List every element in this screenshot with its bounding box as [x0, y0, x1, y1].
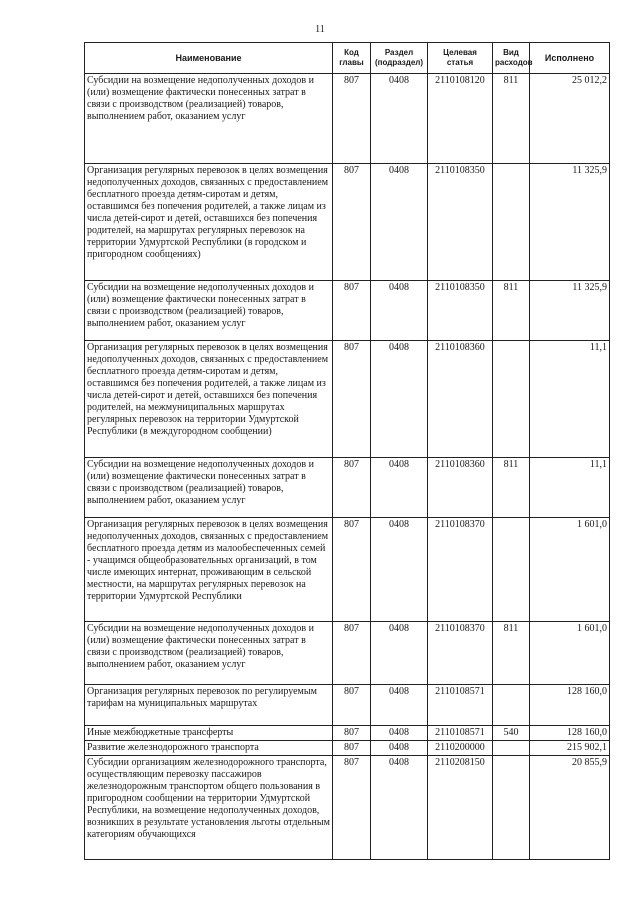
- cell-name: Субсидии на возмещение недополученных доходов и (или) возмещение фактически понесенных затрат в связи с производством (реализацией) товаров, выполнением работ, оказанием услуг: [85, 281, 333, 341]
- header-amount: Исполнено: [530, 43, 610, 74]
- cell-expense-type: [493, 741, 530, 756]
- cell-name: Организация регулярных перевозок в целях возмещения недополученных доходов, связанных с предоставлением бесплатного проезда детям из малообеспеченных семей - учащимся общеобразовательных организаций, в том числе имеющих интернат, проживающим в сельской местности, на маршрутах регулярных перевозок на территории Удмуртской Республики: [85, 518, 333, 622]
- cell-section: 0408: [371, 756, 428, 860]
- cell-ministry-code: 807: [333, 458, 371, 518]
- cell-name: Организация регулярных перевозок в целях возмещения недополученных доходов, связанных с предоставлением бесплатного проезда детям-сиротам и детям, оставшимся без попечения родителей, а также лицам из числа детей-сирот и детей, оставшихся без попечения родителей, на межмуниципальных маршрутах регулярных перевозок на территории Удмуртской Республики (в междугородном сообщении): [85, 341, 333, 458]
- header-section-line2: (подраздел): [374, 58, 424, 67]
- header-expense-line1: Вид: [503, 48, 519, 57]
- cell-name: Субсидии на возмещение недополученных доходов и (или) возмещение фактически понесенных затрат в связи с производством (реализацией) товаров, выполнением работ, оказанием услуг: [85, 622, 333, 685]
- cell-section: 0408: [371, 164, 428, 281]
- cell-amount: 11 325,9: [530, 164, 610, 281]
- table-header-row: [85, 43, 610, 74]
- cell-expense-type: [493, 164, 530, 281]
- cell-ministry-code: 807: [333, 518, 371, 622]
- table-row: [85, 622, 610, 685]
- cell-ministry-code: 807: [333, 685, 371, 726]
- page-number: 11: [315, 24, 325, 35]
- cell-section: 0408: [371, 518, 428, 622]
- header-name: Наименование: [85, 43, 333, 74]
- cell-expense-type: [493, 685, 530, 726]
- table-row: [85, 74, 610, 164]
- table-row: [85, 756, 610, 860]
- cell-target-article: 2110108120: [428, 74, 493, 164]
- cell-amount: 128 160,0: [530, 726, 610, 741]
- cell-amount: 1 601,0: [530, 622, 610, 685]
- cell-expense-type: [493, 518, 530, 622]
- cell-target-article: 2110108350: [428, 281, 493, 341]
- cell-section: 0408: [371, 281, 428, 341]
- cell-ministry-code: 807: [333, 74, 371, 164]
- cell-target-article: 2110108370: [428, 518, 493, 622]
- cell-section: 0408: [371, 726, 428, 741]
- cell-ministry-code: 807: [333, 341, 371, 458]
- cell-name: Субсидии организациям железнодорожного транспорта, осуществляющим перевозку пассажиров железнодорожным транспортом общего пользования в пригородном сообщении на территории Удмуртской Республики, на возмещение недополученных доходов, возникших в результате установления льготы отдельным категориям обучающихся: [85, 756, 333, 860]
- cell-ministry-code: 807: [333, 281, 371, 341]
- cell-target-article: 2110108370: [428, 622, 493, 685]
- table-row: [85, 685, 610, 726]
- cell-expense-type: 811: [493, 458, 530, 518]
- header-target-article: [428, 43, 493, 74]
- cell-section: 0408: [371, 622, 428, 685]
- cell-amount: 11 325,9: [530, 281, 610, 341]
- cell-ministry-code: 807: [333, 164, 371, 281]
- cell-ministry-code: 807: [333, 622, 371, 685]
- header-expense-type: [493, 43, 533, 74]
- cell-expense-type: 811: [493, 622, 530, 685]
- cell-target-article: 2110108350: [428, 164, 493, 281]
- table-row: [85, 458, 610, 518]
- budget-execution-table: [84, 42, 610, 860]
- cell-target-article: 2110108571: [428, 726, 493, 741]
- header-ministry-code: [333, 43, 371, 74]
- header-ministry-code-line2: главы: [339, 58, 364, 67]
- header-ministry-code-line1: Код: [344, 48, 359, 57]
- cell-section: 0408: [371, 685, 428, 726]
- cell-expense-type: 540: [493, 726, 530, 741]
- cell-amount: 11,1: [530, 458, 610, 518]
- cell-name: Развитие железнодорожного транспорта: [85, 741, 333, 756]
- cell-target-article: 2110208150: [428, 756, 493, 860]
- cell-expense-type: [493, 341, 530, 458]
- cell-section: 0408: [371, 341, 428, 458]
- table-row: [85, 281, 610, 341]
- cell-amount: 20 855,9: [530, 756, 610, 860]
- cell-ministry-code: 807: [333, 756, 371, 860]
- cell-name: Субсидии на возмещение недополученных доходов и (или) возмещение фактически понесенных затрат в связи с производством (реализацией) товаров, выполнением работ, оказанием услуг: [85, 74, 333, 164]
- cell-name: Иные межбюджетные трансферты: [85, 726, 333, 741]
- cell-name: Субсидии на возмещение недополученных доходов и (или) возмещение фактически понесенных затрат в связи с производством (реализацией) товаров, выполнением работ, оказанием услуг: [85, 458, 333, 518]
- cell-target-article: 2110200000: [428, 741, 493, 756]
- table-row: [85, 741, 610, 756]
- table-row: [85, 164, 610, 281]
- cell-target-article: 2110108360: [428, 341, 493, 458]
- table-row: [85, 518, 610, 622]
- cell-name: Организация регулярных перевозок по регулируемым тарифам на муниципальных маршрутах: [85, 685, 333, 726]
- cell-expense-type: [493, 756, 530, 860]
- cell-section: 0408: [371, 741, 428, 756]
- cell-expense-type: 811: [493, 74, 530, 164]
- cell-amount: 128 160,0: [530, 685, 610, 726]
- header-target-line2: статья: [446, 58, 474, 67]
- cell-ministry-code: 807: [333, 741, 371, 756]
- cell-amount: 11,1: [530, 341, 610, 458]
- table-row: [85, 341, 610, 458]
- header-expense-line2: расходов: [495, 58, 533, 67]
- table-row: [85, 726, 610, 741]
- cell-expense-type: 811: [493, 281, 530, 341]
- cell-target-article: 2110108571: [428, 685, 493, 726]
- header-target-line1: Целевая: [443, 48, 477, 57]
- cell-section: 0408: [371, 458, 428, 518]
- cell-amount: 215 902,1: [530, 741, 610, 756]
- cell-amount: 25 012,2: [530, 74, 610, 164]
- cell-section: 0408: [371, 74, 428, 164]
- cell-ministry-code: 807: [333, 726, 371, 741]
- cell-amount: 1 601,0: [530, 518, 610, 622]
- header-section: [371, 43, 428, 74]
- header-section-line1: Раздел: [384, 48, 414, 57]
- cell-target-article: 2110108360: [428, 458, 493, 518]
- cell-name: Организация регулярных перевозок в целях возмещения недополученных доходов, связанных с предоставлением бесплатного проезда детям-сиротам и детям, оставшимся без попечения родителей, а также лицам из числа детей-сирот и детей, оставшихся без попечения родителей, на маршрутах регулярных перевозок на территории Удмуртской Республики (в городском и пригородном сообщениях): [85, 164, 333, 281]
